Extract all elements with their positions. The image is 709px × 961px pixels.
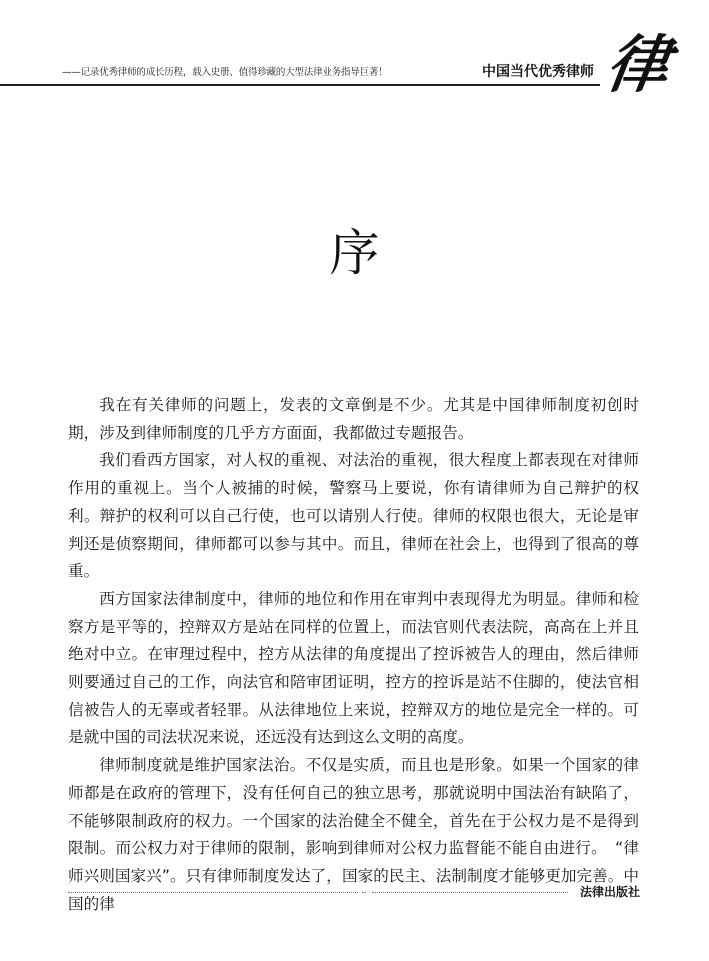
- paragraph: 律师制度就是维护国家法治。不仅是实质，而且也是形象。如果一个国家的律师都是在政府的管理下，没有任何自己的独立思考，那就说明中国法治有缺陷了，不能够限制政府的权力。一个国家的法治健全不健全，首先在于公权力是不是得到限制。而公权力对于律师的限制，影响到律师对公权力监督能不能自由进行。 “律师兴则国家兴”。只有律师制度发达了，国家的民主、法制制度才能够更加完善。中国的律: [68, 756, 639, 913]
- footer-divider: [362, 892, 366, 893]
- publisher-name: 法律出版社: [580, 885, 641, 899]
- calligraphy-logo: 律: [601, 28, 675, 101]
- footer-divider: [68, 892, 358, 893]
- page-title: 序: [329, 224, 380, 282]
- header-tagline: ——记录优秀律师的成长历程，载入史册、值得珍藏的大型法律业务指导巨著！: [62, 67, 388, 78]
- preface-body: [68, 392, 639, 918]
- series-title: 中国当代优秀律师: [482, 64, 594, 80]
- header-rule: [0, 84, 600, 86]
- footer-divider: [372, 892, 568, 893]
- paragraph: 西方国家法律制度中，律师的地位和作用在审判中表现得尤为明显。律师和检察方是平等的，控辩双方是站在同样的位置上，而法官则代表法院，高高在上并且绝对中立。在审理过程中，控方从法律的角度提出了控诉被告人的理由，然后律师则要通过自己的工作，向法官和陪审团证明，控方的控诉是站不住脚的，使法官相信被告人的无辜或者轻罪。从法律地位上来说，控辩双方的地位是完全一样的。可是就中国的司法状况来说，还远没有达到这么文明的高度。: [68, 589, 639, 747]
- paragraph: 我们看西方国家，对人权的重视、对法治的重视，很大程度上都表现在对律师作用的重视上。当个人被捕的时候，警察马上要说，你有请律师为自己辩护的权利。辩护的权利可以自己行使，也可以请别人行使。律师的权限也很大，无论是审判还是侦察期间，律师都可以参与其中。而且，律师在社会上，也得到了很高的尊重。: [68, 451, 639, 581]
- paragraph: 我在有关律师的问题上，发表的文章倒是不少。尤其是中国律师制度初创时期，涉及到律师制度的几乎方方面面，我都做过专题报告。: [68, 396, 639, 442]
